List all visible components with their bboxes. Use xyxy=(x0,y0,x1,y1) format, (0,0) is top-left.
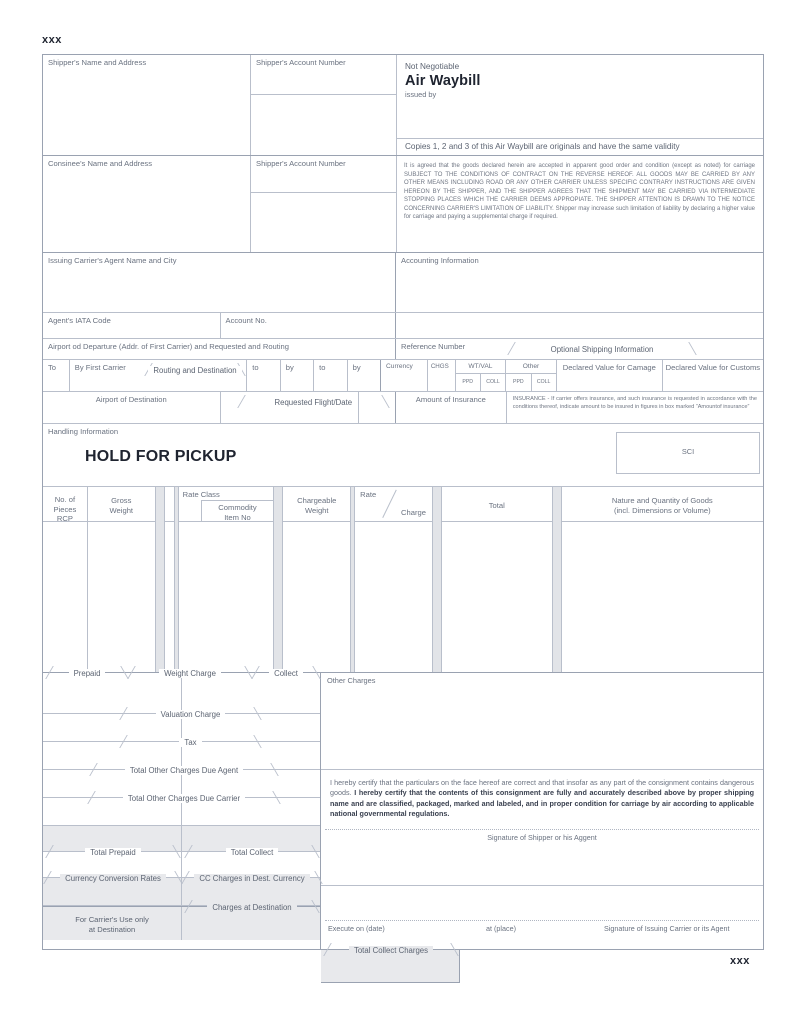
chargeable-weight-header-text xyxy=(283,496,350,515)
agent-row xyxy=(43,253,763,313)
carrier-use-row xyxy=(43,902,320,940)
wtval-ppd[interactable]: PPD xyxy=(456,374,481,391)
reference-number-field[interactable] xyxy=(396,339,763,359)
shipper-signature-label: Signature of Shipper or his Aggent xyxy=(487,832,597,842)
prepaid-trap xyxy=(49,666,125,680)
reference-number-label: Reference Number xyxy=(401,342,466,351)
total-other-agent-trap xyxy=(93,763,275,777)
copies-validity-note: Copies 1, 2 and 3 of this Air Waybill are originals and have the same validity xyxy=(405,142,680,151)
prepaid-label: Prepaid xyxy=(69,669,106,678)
total-other-agent-label: Total Other Charges Due Agent xyxy=(125,766,243,775)
commodity-l1: Commodity xyxy=(218,503,257,512)
declared-value-customs-field[interactable] xyxy=(663,360,763,391)
gross-l2: Weight xyxy=(109,505,134,515)
awb-title: Air Waybill xyxy=(405,73,481,89)
rate-kg-header xyxy=(165,487,174,522)
chargeable-l2: Weight xyxy=(305,505,329,515)
declared-value-carriage-label: Declared Value for Camage xyxy=(562,363,656,372)
not-negotiable-label: Not Negotiable xyxy=(405,62,460,71)
certification-part1: I hereby certify that the particulars on the face hereof are correct and that insofar as any part of the consignment contains dangerous goods. xyxy=(330,778,754,798)
by-3-field[interactable] xyxy=(348,360,381,391)
by-2-field[interactable] xyxy=(281,360,314,391)
carrier-use-cell xyxy=(43,907,182,940)
declared-value-carriage-field[interactable] xyxy=(557,360,663,391)
air-waybill-form xyxy=(42,54,764,955)
iata-row xyxy=(43,313,763,339)
charges-left-column xyxy=(43,668,321,949)
tax-label: Tax xyxy=(179,738,201,747)
accounting-information-label: Accounting Information xyxy=(401,256,479,265)
to-3-field[interactable] xyxy=(314,360,347,391)
bottom-right-marker: xxx xyxy=(730,955,750,967)
goods-table xyxy=(43,487,763,673)
certification-part2: I hereby certify that the contents of this consignment are fully and accurately described above by proper shipping name and are classified, packaged, marked and labeled, and in proper condition for carriage by air according to applicable national governmental regulations. xyxy=(330,788,755,819)
routing-row xyxy=(43,360,763,392)
commodity-item-sub xyxy=(201,500,274,521)
shipper-name-label: Shipper's Name and Address xyxy=(48,58,147,67)
shipper-account-field[interactable] xyxy=(251,55,397,155)
chargeable-weight-column[interactable] xyxy=(283,487,351,672)
wtval-label: WT/VAL xyxy=(456,360,506,374)
other-charges-field[interactable] xyxy=(506,360,557,391)
sci-field[interactable] xyxy=(616,432,760,474)
execution-signature-area[interactable] xyxy=(321,886,763,920)
airport-departure-label: Airport od Departure (Addr. of First Carrier) and Requested and Routing xyxy=(48,342,290,351)
wtval-field[interactable] xyxy=(456,360,507,391)
total-collect-charges-trap xyxy=(327,943,455,957)
shipper-row xyxy=(43,55,763,156)
chgs-label: CHGS xyxy=(430,363,449,370)
certification-block xyxy=(321,770,763,886)
currency-field[interactable] xyxy=(381,360,428,391)
pieces-l1: No. of xyxy=(54,495,76,504)
pieces-l2: Pieces xyxy=(53,504,77,514)
to-field[interactable] xyxy=(43,360,70,391)
at-place-label: at (place) xyxy=(486,924,516,933)
spacer-column-1 xyxy=(156,487,165,672)
collect-trap xyxy=(255,666,317,680)
requested-flight-label: Requested Flight/Date xyxy=(270,398,358,407)
consignee-account-field[interactable] xyxy=(251,156,397,252)
routing-destination-label: Routing and Destination xyxy=(148,366,241,375)
charge-label: Charge xyxy=(401,508,426,517)
handling-information-row xyxy=(43,424,763,487)
to-2-field[interactable] xyxy=(247,360,280,391)
sci-label: SCI xyxy=(681,447,695,456)
consignee-name-label: Consinee's Name and Address xyxy=(48,159,153,168)
carrier-use-l1: For Carrier's Use only xyxy=(75,915,149,924)
account-no-field[interactable] xyxy=(221,313,397,338)
gross-l1: Gross xyxy=(111,496,132,505)
iata-code-label: Agent's IATA Code xyxy=(48,316,111,325)
carrier-signature-label: Signature of Issuing Carrier or its Agent xyxy=(604,924,730,933)
gross-weight-header xyxy=(88,487,155,522)
nature-l1: Nature and Quantity of Goods xyxy=(611,496,713,505)
rate-class-header xyxy=(179,487,274,522)
spacer-column-6 xyxy=(553,487,562,672)
rate-charge-column[interactable] xyxy=(355,487,433,672)
execute-on-label: Execute on (date) xyxy=(328,924,385,933)
commodity-item-text xyxy=(202,501,274,522)
insurance-note-text: INSURANCE - If carrier offers insurance, and such insurance is requested in accordance with the conditions thereof, indicate amount to be insured in figures in box marked “Amountof insurance” xyxy=(512,396,757,410)
total-collect-label: Total Collect xyxy=(226,848,278,857)
charges-destination-trap xyxy=(188,900,316,914)
amount-insurance-label: Amount of Insurance xyxy=(415,395,486,404)
rate-label: Rate xyxy=(360,490,377,499)
other-ppd[interactable]: PPD xyxy=(506,374,531,391)
charges-block xyxy=(43,668,763,955)
carrier-use-l2: at Destination xyxy=(88,924,136,934)
certification-text xyxy=(330,778,754,820)
consignee-account-divider xyxy=(251,192,396,193)
chgs-field[interactable] xyxy=(428,360,456,391)
first-carrier-field[interactable] xyxy=(70,360,248,391)
issuing-agent-field[interactable] xyxy=(43,253,396,312)
awb-title-block xyxy=(397,55,763,155)
routing-destination-trap xyxy=(148,363,243,377)
charges-right-column xyxy=(321,673,763,955)
weight-charge-label: Weight Charge xyxy=(159,669,221,678)
execution-labels-row xyxy=(321,921,763,933)
certification-text-block xyxy=(321,770,763,820)
declared-value-customs-label: Declared Value for Customs xyxy=(665,363,761,372)
wtval-coll[interactable]: COLL xyxy=(486,379,500,385)
consignee-name-field[interactable] xyxy=(43,156,251,252)
top-left-marker: xxx xyxy=(42,34,62,46)
other-label: Other xyxy=(506,360,556,374)
to-label: To xyxy=(48,363,57,372)
total-collect-charges-field[interactable] xyxy=(321,945,460,983)
collect-label: Collect xyxy=(269,669,303,678)
accounting-information-continued[interactable] xyxy=(396,313,763,338)
valuation-charge-trap xyxy=(123,707,258,721)
cc-charges-dest-trap xyxy=(185,871,319,885)
pieces-header-text xyxy=(43,495,87,524)
rate-class-column[interactable] xyxy=(179,487,275,672)
rate-kg-column[interactable] xyxy=(165,487,175,672)
total-collect-charges-label: Total Collect Charges xyxy=(349,946,433,955)
total-header xyxy=(442,487,552,522)
to-2-label: to xyxy=(252,363,259,372)
other-sub xyxy=(506,374,556,391)
gross-weight-column[interactable] xyxy=(88,487,156,672)
chargeable-weight-header xyxy=(283,487,350,522)
rate-class-label: Rate Class xyxy=(182,490,220,499)
execution-block xyxy=(321,886,763,949)
handling-information-label: Handling Information xyxy=(48,427,119,436)
to-3-label: to xyxy=(319,363,326,372)
amount-insurance-field[interactable] xyxy=(396,392,507,423)
requested-flight-field[interactable] xyxy=(221,392,360,423)
rate-charge-divider xyxy=(382,490,396,518)
total-prepaid-trap xyxy=(49,845,177,859)
total-other-carrier-row xyxy=(43,793,320,826)
by-2-label: by xyxy=(285,363,294,372)
nature-l2: (incl. Dimensions or Volume) xyxy=(613,505,711,515)
issued-by-label: issued by xyxy=(405,90,437,99)
airport-destination-field[interactable] xyxy=(43,392,221,423)
nature-goods-header-text xyxy=(562,496,763,515)
nature-goods-column[interactable] xyxy=(562,487,763,672)
optional-shipping-trap xyxy=(511,342,693,356)
accounting-information-field[interactable] xyxy=(396,253,763,312)
total-other-carrier-label: Total Other Charges Due Carrier xyxy=(123,794,245,803)
chargeable-l1: Chargeable xyxy=(297,496,337,505)
shipper-name-field[interactable] xyxy=(43,55,251,155)
spacer-column-3 xyxy=(274,487,283,672)
total-other-carrier-trap xyxy=(91,791,277,805)
conditions-of-contract xyxy=(397,156,763,252)
consignee-account-label: Shipper's Account Number xyxy=(256,159,346,168)
by-3-label: by xyxy=(352,363,361,372)
destination-row xyxy=(43,392,763,424)
pieces-l3: RCP xyxy=(56,514,73,524)
departure-reference-row xyxy=(43,339,763,360)
conditions-text: It is agreed that the goods declared herein are accepted in apparent good order and condition (except as noted) for carriage SUBJECT TO THE CONDITIONS OF CONTRACT ON THE REVERSE HEREOF. ALL GOODS MAY BE CARRIED BY ANY OTHER MEANS INCLUDING ROAD OR ANY OTHER CARRIER UNLESS SPECIFIC CONTRARY INSTRUCTIONS ARE GIVEN HEREON BY THE SHIPPER, AND THE SHIPPER AGREES THAT THE SHIPMENT MAY BE CARRIED VIA INTERMEDIATE STOPPING PLACES WHICH THE CARRIER DEEMS APPROPIATE. THE SHIPPER ATTENTION IS DRAWN TO THE NOTICE CONCERNING CARRIER'S LIMITATION OF LIABILITY. Shipper may increase such limitation of liability by declaring a higher value for carriage and paying a supplemental charge if required. xyxy=(404,163,755,221)
pieces-header xyxy=(43,487,87,522)
iata-code-field[interactable] xyxy=(43,313,221,338)
issuing-agent-label: Issuing Carrier's Agent Name and City xyxy=(48,256,177,265)
spacer-column-5 xyxy=(433,487,442,672)
other-charges-field[interactable] xyxy=(321,673,763,770)
currency-conversion-trap xyxy=(47,871,179,885)
shipper-signature-area[interactable] xyxy=(321,829,763,842)
total-header-text: Total xyxy=(488,501,505,510)
valuation-charge-label: Valuation Charge xyxy=(156,710,226,719)
weight-charge-trap xyxy=(131,666,249,680)
charges-destination-label: Charges at Destination xyxy=(207,903,296,912)
nature-goods-header xyxy=(562,487,763,522)
first-carrier-label: By First Carrier xyxy=(74,363,126,372)
consignee-row xyxy=(43,156,763,253)
currency-conversion-label: Currency Conversion Rates xyxy=(60,874,166,883)
other-coll[interactable]: COLL xyxy=(536,379,551,385)
airport-departure-field[interactable] xyxy=(43,339,396,359)
cc-charges-dest-label: CC Charges in Dest. Currency xyxy=(194,874,309,883)
handling-information-value[interactable]: HOLD FOR PICKUP xyxy=(85,448,237,465)
insurance-note-block xyxy=(507,392,763,423)
rate-charge-header xyxy=(355,487,432,522)
currency-label: Currency xyxy=(386,363,413,370)
tax-trap xyxy=(123,735,258,749)
wtval-sub xyxy=(456,374,506,391)
shipper-account-label: Shipper's Account Number xyxy=(256,58,346,67)
optional-shipping-label: Optional Shipping Information xyxy=(546,345,659,354)
commodity-l2: Item No xyxy=(224,512,251,522)
carrier-use-text xyxy=(43,907,181,935)
total-prepaid-label: Total Prepaid xyxy=(85,848,141,857)
shipper-account-divider xyxy=(251,94,396,95)
gross-weight-header-text xyxy=(88,496,155,515)
pieces-column[interactable] xyxy=(43,487,88,672)
airport-destination-label: Airport of Destination xyxy=(95,395,167,404)
total-collect-trap xyxy=(188,845,316,859)
awb-title-top xyxy=(397,55,763,139)
total-column[interactable] xyxy=(442,487,553,672)
account-no-label: Account No. xyxy=(225,316,267,325)
other-charges-label: Other Charges xyxy=(327,676,376,685)
